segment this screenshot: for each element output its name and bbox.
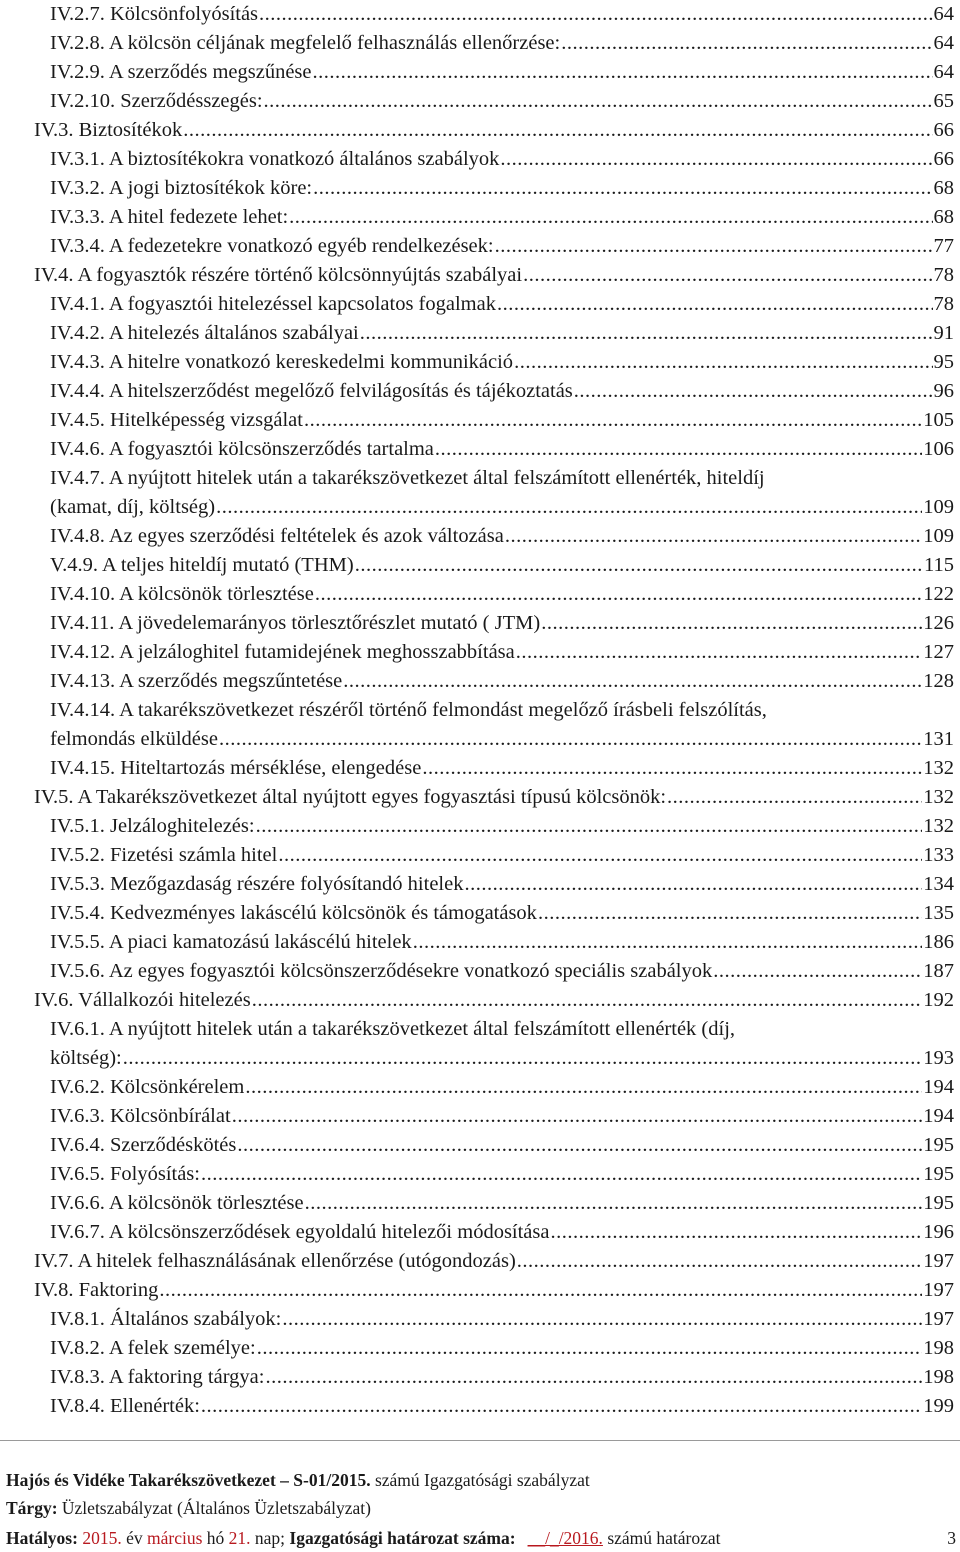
dot-leader	[497, 290, 933, 319]
toc-entry-page: 132	[923, 786, 954, 808]
toc-entry[interactable]	[34, 986, 954, 1015]
dot-leader	[541, 609, 922, 638]
toc-entry-page: 65	[933, 90, 954, 112]
dot-leader	[561, 29, 932, 58]
toc-entry-row	[50, 406, 954, 435]
toc-entry-title: IV.3. Biztosítékok	[34, 119, 183, 141]
toc-entry-page: 106	[923, 438, 954, 460]
toc-entry-row	[50, 1102, 954, 1131]
toc-entry-page: 197	[923, 1250, 954, 1272]
toc-entry[interactable]	[34, 1276, 954, 1305]
toc-entry-title: IV.6.2. Kölcsönkérelem	[50, 1076, 245, 1098]
toc-entry-page: 132	[923, 757, 954, 779]
toc-entry-title: IV.5.1. Jelzáloghitelezés:	[50, 815, 255, 837]
toc-entry-row	[50, 638, 954, 667]
toc-entry-row	[50, 609, 954, 638]
dot-leader	[245, 1073, 922, 1102]
footer-effective-line	[6, 1522, 956, 1552]
toc-entry-row	[50, 667, 954, 696]
toc-entry-title-line: IV.4.14. A takarékszövetkezet részéről történő felmondást megelőző írásbeli felszólítás,	[50, 699, 767, 721]
toc-entry[interactable]	[50, 580, 954, 609]
toc-entry-page: 133	[923, 844, 954, 866]
dot-leader	[257, 1334, 923, 1363]
toc-entry[interactable]	[50, 174, 954, 203]
dot-leader	[435, 435, 922, 464]
dot-leader	[259, 0, 932, 29]
toc-entry-title: IV.4.11. A jövedelemarányos törlesztőrészlet mutató ( JTM)	[50, 612, 541, 634]
toc-entry[interactable]	[50, 203, 954, 232]
footer-regulation-line	[6, 1466, 956, 1494]
toc-entry-page: 197	[923, 1279, 954, 1301]
toc-entry-title: IV.6.5. Folyósítás:	[50, 1163, 200, 1185]
toc-entry[interactable]	[50, 957, 954, 986]
dot-leader	[289, 203, 932, 232]
toc-entry[interactable]	[50, 58, 954, 87]
toc-entry-page: 193	[923, 1047, 954, 1069]
dot-leader	[304, 406, 922, 435]
toc-entry-title: IV.6.4. Szerződéskötés	[50, 1134, 237, 1156]
toc-entry-title: IV.4.15. Hiteltartozás mérséklése, elengedése	[50, 757, 422, 779]
toc-entry-row	[50, 1131, 954, 1160]
dot-leader	[516, 638, 923, 667]
toc-entry-title: IV.2.7. Kölcsönfolyósítás	[50, 3, 259, 25]
toc-entry-title: IV.8.2. A felek személye:	[50, 1337, 256, 1359]
toc-entry-page: 134	[923, 873, 954, 895]
toc-entry-row	[34, 1276, 954, 1305]
toc-entry[interactable]	[50, 0, 954, 29]
toc-entry[interactable]	[50, 609, 954, 638]
toc-entry-row	[50, 754, 954, 783]
dot-leader	[159, 1276, 922, 1305]
toc-entry-title: IV.6.6. A kölcsönök törlesztése	[50, 1192, 304, 1214]
toc-entry-row	[50, 928, 954, 957]
toc-entry-page: 68	[933, 206, 954, 228]
page-number: 3	[947, 1528, 956, 1548]
dot-leader	[183, 116, 932, 145]
footer-effective-month: március	[146, 1528, 203, 1548]
toc-entry[interactable]	[50, 290, 954, 319]
toc-entry[interactable]	[50, 551, 954, 580]
dot-leader	[282, 1305, 922, 1334]
toc-entry-page: 66	[933, 119, 954, 141]
toc-entry-title: V.4.9. A teljes hiteldíj mutató (THM)	[50, 554, 354, 576]
dot-leader	[464, 870, 922, 899]
toc-entry-title: IV.3.2. A jogi biztosítékok köre:	[50, 177, 313, 199]
toc-entry-page: 132	[923, 815, 954, 837]
toc-entry-title-line: IV.4.7. A nyújtott hitelek után a takarékszövetkezet által felszámított ellenérték, hiteldíj	[50, 467, 765, 489]
toc-entry-row	[50, 87, 954, 116]
toc-entry[interactable]	[50, 1363, 954, 1392]
toc-entry-row	[50, 145, 954, 174]
toc-entry-row	[50, 348, 954, 377]
toc-entry-title: (kamat, díj, költség)	[50, 496, 216, 518]
toc-entry-page: 194	[923, 1105, 954, 1127]
dot-leader	[252, 986, 923, 1015]
toc-entry[interactable]	[50, 522, 954, 551]
toc-entry[interactable]	[34, 116, 954, 145]
toc-entry-title: IV.6. Vállalkozói hitelezés	[34, 989, 251, 1011]
toc-entry-row	[50, 0, 954, 29]
toc-entry-page: 68	[933, 177, 954, 199]
toc-entry-page: 197	[923, 1308, 954, 1330]
toc-entry[interactable]	[50, 1015, 954, 1073]
toc-entry-page: 105	[923, 409, 954, 431]
toc-entry-page: 192	[923, 989, 954, 1011]
toc-entry-title: IV.5.6. Az egyes fogyasztói kölcsönszerződésekre vonatkozó speciális szabályok	[50, 960, 713, 982]
toc-entry-title: IV.8. Faktoring	[34, 1279, 159, 1301]
toc-entry-title: IV.2.9. A szerződés megszűnése	[50, 61, 312, 83]
dot-leader	[265, 1363, 922, 1392]
toc-entry-row	[50, 899, 954, 928]
toc-entry-row	[50, 1363, 954, 1392]
footer-effective-day: 21.	[228, 1528, 251, 1548]
toc-entry-row	[50, 1044, 954, 1073]
toc-entry-row	[50, 377, 954, 406]
toc-entry[interactable]	[50, 754, 954, 783]
footer-month-word: hó	[202, 1528, 229, 1548]
toc-entry-title: IV.5. A Takarékszövetkezet által nyújtott egyes fogyasztási típusú kölcsönök:	[34, 786, 667, 808]
toc-entry-row	[50, 1218, 954, 1247]
toc-entry-row	[50, 58, 954, 87]
toc-entry-row	[50, 1189, 954, 1218]
toc-entry[interactable]	[50, 870, 954, 899]
toc-entry[interactable]	[50, 667, 954, 696]
toc-entry-title: IV.8.1. Általános szabályok:	[50, 1308, 282, 1330]
toc-entry-page: 186	[923, 931, 954, 953]
toc-entry-title: IV.4.12. A jelzáloghitel futamidejének meghosszabbítása	[50, 641, 515, 663]
toc-entry-row	[50, 725, 954, 754]
toc-entry-title: IV.4.3. A hitelre vonatkozó kereskedelmi kommunikáció	[50, 351, 514, 373]
toc-entry-page: 194	[923, 1076, 954, 1098]
toc-entry-title: IV.4.6. A fogyasztói kölcsönszerződés tartalma	[50, 438, 434, 460]
footer-subject-value: Üzletszabályzat (Általános Üzletszabályzat)	[57, 1498, 371, 1518]
toc-entry-title: felmondás elküldése	[50, 728, 218, 750]
toc-entry[interactable]	[50, 406, 954, 435]
toc-entry-title: IV.3.1. A biztosítékokra vonatkozó általános szabályok	[50, 148, 500, 170]
toc-entry-page: 199	[923, 1395, 954, 1417]
toc-entry-title-line: IV.6.1. A nyújtott hitelek után a takarékszövetkezet által felszámított ellenérték (díj,	[50, 1018, 736, 1040]
toc-entry-page: 128	[923, 670, 954, 692]
toc-entry-title: IV.4.8. Az egyes szerződési feltételek és azok változása	[50, 525, 504, 547]
toc-entry-title: IV.6.7. A kölcsönszerződések egyoldalú hitelezői módosítása	[50, 1221, 550, 1243]
toc-entry-row	[50, 203, 954, 232]
toc-entry-row	[50, 812, 954, 841]
toc-entry-page: 196	[923, 1221, 954, 1243]
toc-entry[interactable]	[50, 1131, 954, 1160]
toc-entry-title: IV.6.3. Kölcsönbírálat	[50, 1105, 231, 1127]
toc-entry-title: IV.4.1. A fogyasztói hitelezéssel kapcsolatos fogalmak	[50, 293, 496, 315]
dot-leader	[313, 58, 933, 87]
toc-entry[interactable]	[50, 145, 954, 174]
dot-leader	[514, 348, 932, 377]
toc-entry-page: 77	[933, 235, 954, 257]
toc-entry-page: 95	[933, 351, 954, 373]
toc-entry[interactable]	[50, 464, 954, 522]
toc-entry-page: 198	[923, 1366, 954, 1388]
toc-entry-row	[50, 290, 954, 319]
toc-entry[interactable]	[50, 1189, 954, 1218]
dot-leader	[201, 1160, 922, 1189]
toc-entry-title: IV.3.3. A hitel fedezete lehet:	[50, 206, 289, 228]
footer-effective-text	[6, 1524, 721, 1552]
footer-subject-line	[6, 1494, 956, 1522]
toc-entry-title: IV.3.4. A fedezetekre vonatkozó egyéb rendelkezések:	[50, 235, 494, 257]
dot-leader	[264, 87, 933, 116]
toc-entry[interactable]	[50, 377, 954, 406]
dot-leader	[232, 1102, 923, 1131]
footer-decision-label: Igazgatósági határozat száma:	[289, 1528, 516, 1548]
toc-entry-title: IV.4.2. A hitelezés általános szabályai	[50, 322, 359, 344]
toc-entry-title: IV.4. A fogyasztók részére történő kölcsönnyújtás szabályai	[34, 264, 523, 286]
dot-leader	[551, 1218, 923, 1247]
dot-leader	[574, 377, 933, 406]
toc-entry-page: 131	[923, 728, 954, 750]
toc-entry-row	[34, 1247, 954, 1276]
toc-entry[interactable]	[50, 1218, 954, 1247]
toc-entry-row	[50, 841, 954, 870]
toc-entry-title: IV.8.3. A faktoring tárgya:	[50, 1366, 265, 1388]
toc-entry-page: 109	[923, 496, 954, 518]
dot-leader	[713, 957, 922, 986]
footer-effective-year: 2015.	[77, 1528, 122, 1548]
dot-leader	[219, 725, 922, 754]
toc-entry-row	[50, 957, 954, 986]
dot-leader	[123, 1044, 923, 1073]
toc-entry-title: IV.4.4. A hitelszerződést megelőző felvilágosítás és tájékoztatás	[50, 380, 573, 402]
toc-entry-row	[50, 493, 954, 522]
dot-leader	[667, 783, 922, 812]
dot-leader	[413, 928, 923, 957]
dot-leader	[305, 1189, 923, 1218]
toc-entry-page: 187	[923, 960, 954, 982]
toc-entry[interactable]	[50, 899, 954, 928]
toc-entry[interactable]	[50, 29, 954, 58]
toc-entry-title: IV.2.10. Szerződésszegés:	[50, 90, 263, 112]
toc-entry-title: IV.5.4. Kedvezményes lakáscélú kölcsönök és támogatások	[50, 902, 537, 924]
toc-entry-page: 78	[933, 264, 954, 286]
toc-entry[interactable]	[50, 696, 954, 754]
dot-leader	[517, 1247, 922, 1276]
toc-entry-row	[50, 1073, 954, 1102]
toc-entry[interactable]	[50, 638, 954, 667]
toc-entry[interactable]	[50, 1305, 954, 1334]
dot-leader	[500, 145, 932, 174]
toc-entry-row	[34, 783, 954, 812]
toc-entry[interactable]	[50, 1102, 954, 1131]
dot-leader	[538, 899, 922, 928]
dot-leader	[216, 493, 922, 522]
toc-entry-title: IV.2.8. A kölcsön céljának megfelelő felhasználás ellenőrzése:	[50, 32, 561, 54]
dot-leader	[523, 261, 932, 290]
toc-entry[interactable]	[50, 348, 954, 377]
footer-effective-label: Hatályos:	[6, 1528, 78, 1548]
dot-leader	[278, 841, 922, 870]
toc-entry-row	[50, 435, 954, 464]
toc-entry-page: 115	[924, 554, 954, 576]
footer-decision-number: __/_/2016.	[527, 1528, 603, 1548]
footer-day-word: nap;	[250, 1528, 290, 1548]
toc-entry-row	[50, 580, 954, 609]
toc-entry-page: 127	[923, 641, 954, 663]
dot-leader	[256, 812, 923, 841]
toc-entry[interactable]	[34, 1247, 954, 1276]
toc-entry-page: 198	[923, 1337, 954, 1359]
dot-leader	[313, 174, 932, 203]
dot-leader	[343, 667, 922, 696]
dot-leader	[495, 232, 933, 261]
toc-entry-title: költség):	[50, 1047, 122, 1069]
toc-entry[interactable]	[50, 1334, 954, 1363]
toc-entry-row	[50, 174, 954, 203]
toc-entry-page: 122	[923, 583, 954, 605]
footer-decision-suffix: számú határozat	[602, 1528, 721, 1548]
toc-entry[interactable]	[50, 812, 954, 841]
toc-entry-row	[34, 986, 954, 1015]
footer-year-word: év	[121, 1528, 147, 1548]
footer-divider	[0, 1440, 960, 1441]
toc-entry-row	[34, 116, 954, 145]
toc-entry-page: 195	[923, 1163, 954, 1185]
toc-entry-page: 78	[933, 293, 954, 315]
toc-entry-title: IV.5.2. Fizetési számla hitel	[50, 844, 278, 866]
dot-leader	[422, 754, 922, 783]
toc-entry-page: 64	[933, 32, 954, 54]
dot-leader	[505, 522, 922, 551]
toc-entry-title: IV.5.5. A piaci kamatozású lakáscélú hitelek	[50, 931, 412, 953]
dot-leader	[360, 319, 933, 348]
toc-entry[interactable]	[50, 232, 954, 261]
toc-entry-title: IV.4.13. A szerződés megszűntetése	[50, 670, 343, 692]
page-footer	[6, 1466, 956, 1552]
dot-leader	[315, 580, 922, 609]
dot-leader	[237, 1131, 922, 1160]
toc-entry-row	[50, 870, 954, 899]
toc-entry[interactable]	[50, 928, 954, 957]
toc-entry[interactable]	[34, 783, 954, 812]
toc-entry-row	[50, 1305, 954, 1334]
toc-entry[interactable]	[50, 1392, 954, 1421]
toc-entry-page: 91	[933, 322, 954, 344]
toc-entry-title: IV.5.3. Mezőgazdaság részére folyósítandó hitelek	[50, 873, 464, 895]
toc-entry-title: IV.8.4. Ellenérték:	[50, 1395, 200, 1417]
toc-entry-page: 64	[933, 61, 954, 83]
toc-entry[interactable]	[50, 435, 954, 464]
toc-entry-row	[50, 522, 954, 551]
toc-entry-page: 135	[923, 902, 954, 924]
toc-entry-title: IV.4.10. A kölcsönök törlesztése	[50, 583, 314, 605]
footer-subject-label: Tárgy:	[6, 1498, 58, 1518]
toc-entry-row	[50, 1160, 954, 1189]
toc-entry[interactable]	[34, 261, 954, 290]
toc-entry-page: 109	[923, 525, 954, 547]
toc-entry[interactable]	[50, 1073, 954, 1102]
toc-entry-page: 66	[933, 148, 954, 170]
toc-entry[interactable]	[50, 841, 954, 870]
toc-entry-row	[50, 1334, 954, 1363]
dot-leader	[201, 1392, 922, 1421]
toc-entry[interactable]	[50, 87, 954, 116]
toc-entry-page: 64	[933, 3, 954, 25]
toc-entry-row	[50, 319, 954, 348]
footer-regulation-type: számú Igazgatósági szabályzat	[370, 1470, 590, 1490]
toc-entry[interactable]	[50, 319, 954, 348]
toc-entry-page: 195	[923, 1134, 954, 1156]
toc-entry-title: IV.7. A hitelek felhasználásának ellenőrzése (utógondozás)	[34, 1250, 516, 1272]
toc-entry-row	[50, 29, 954, 58]
toc-entry[interactable]	[50, 1160, 954, 1189]
toc-entry-title: IV.4.5. Hitelképesség vizsgálat	[50, 409, 303, 431]
toc-entry-page: 96	[933, 380, 954, 402]
dot-leader	[355, 551, 923, 580]
toc-entry-row	[50, 232, 954, 261]
footer-regulation-id: Hajós és Vidéke Takarékszövetkezet – S-01/2015.	[6, 1470, 371, 1490]
toc-entry-row	[50, 1392, 954, 1421]
toc-entry-page: 195	[923, 1192, 954, 1214]
toc-entry-page: 126	[923, 612, 954, 634]
toc-entry-row	[34, 261, 954, 290]
toc-entry-row	[50, 551, 954, 580]
